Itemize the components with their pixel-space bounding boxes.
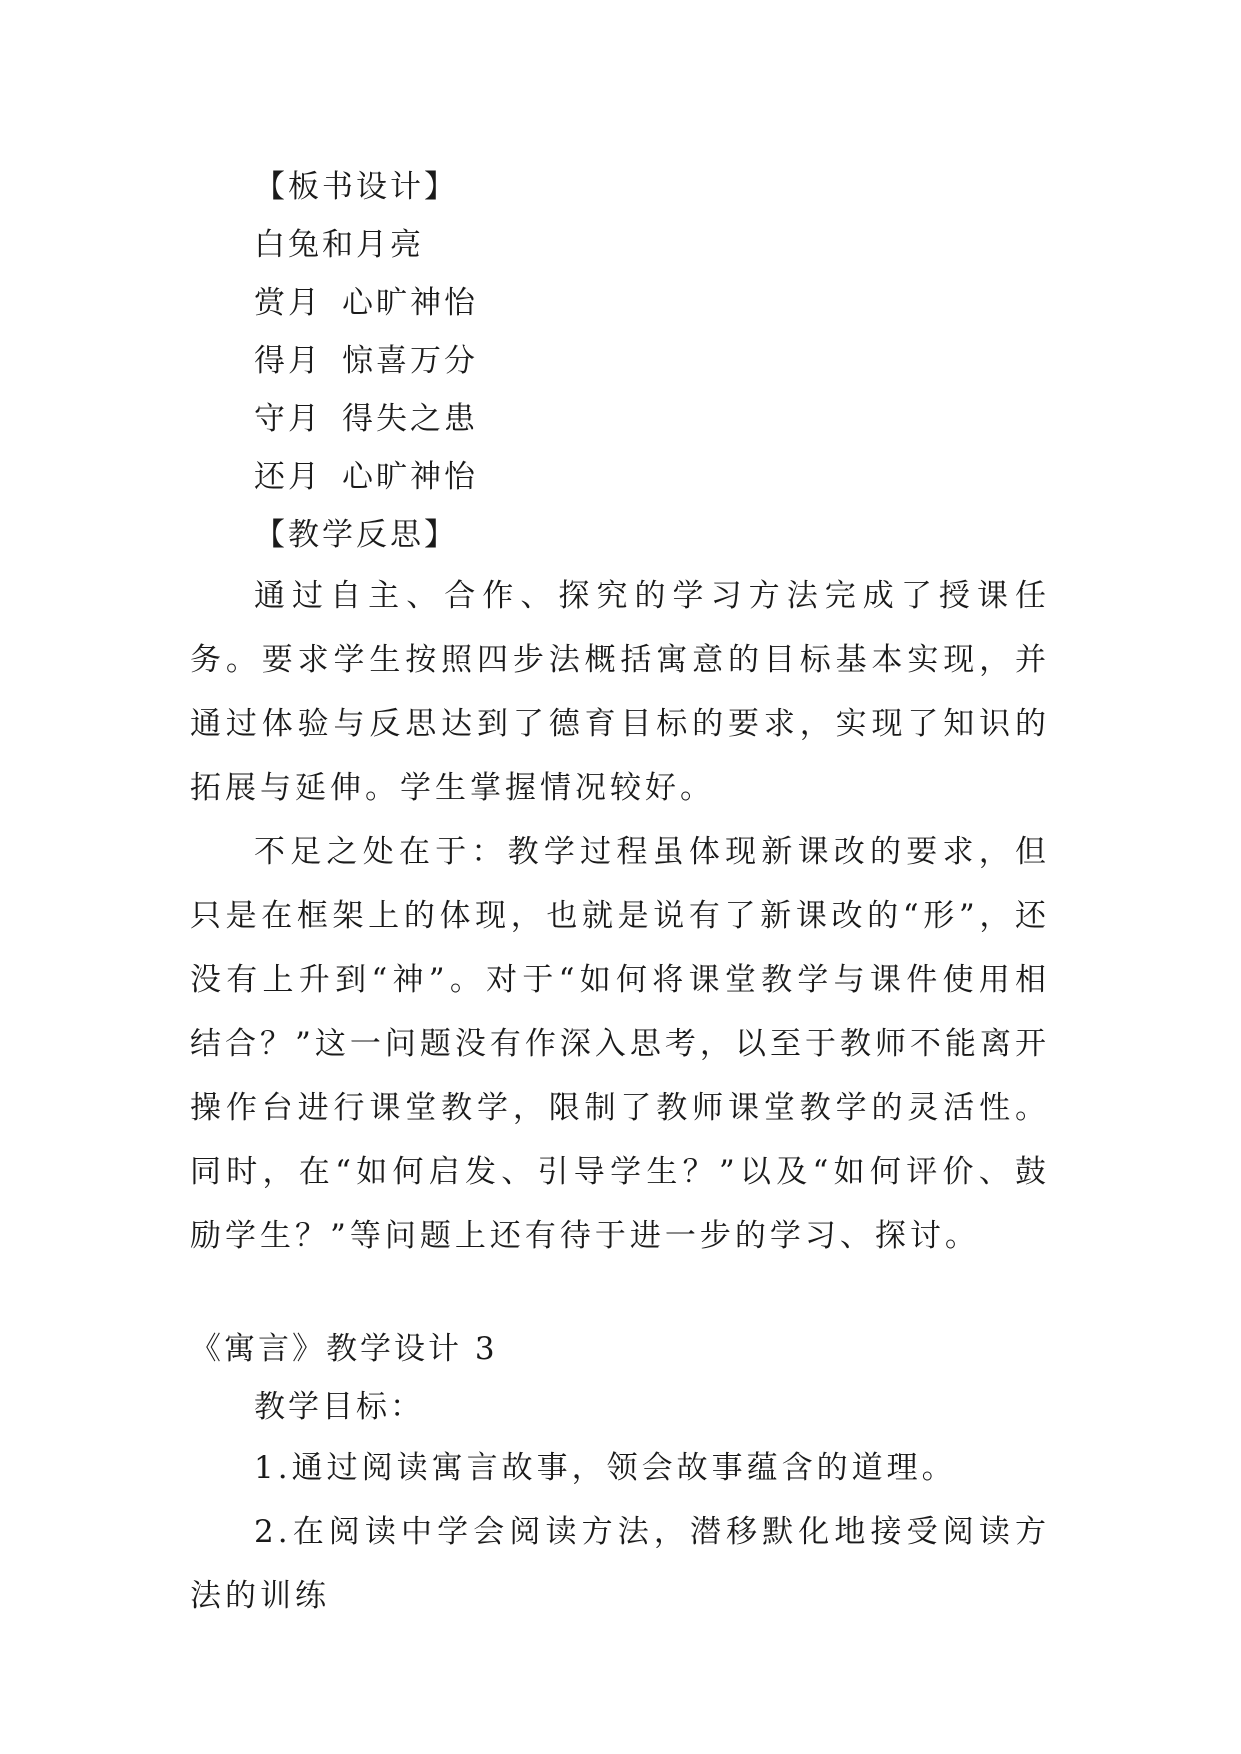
reflection-paragraph: 通过自主、合作、探究的学习方法完成了授课任务。要求学生按照四步法概括寓意的目标基本实现，并通过体验与反思达到了德育目标的要求，实现了知识的拓展与延伸。学生掌握情况较好。 <box>190 578 1050 806</box>
reflection-heading: 【教学反思】 <box>254 517 458 553</box>
board-design-heading: 【板书设计】 <box>254 169 458 205</box>
board-line <box>190 274 1050 332</box>
board-line-left: 得月 <box>254 343 322 379</box>
section-title: 《寓言》教学设计 3 <box>190 1331 498 1367</box>
objectives-heading: 教学目标： <box>254 1389 424 1425</box>
board-line-left: 还月 <box>254 459 322 495</box>
board-line-left: 赏月 <box>254 285 322 321</box>
board-line-right: 心旷神怡 <box>342 459 478 495</box>
board-line-right: 惊喜万分 <box>342 343 478 379</box>
objective-item: 2.在阅读中学会阅读方法，潜移默化地接受阅读方法的训练 <box>190 1514 1050 1614</box>
board-line <box>190 448 1050 506</box>
board-line-left: 守月 <box>254 401 322 437</box>
document-content <box>190 158 1050 1628</box>
reflection-paragraph: 不足之处在于：教学过程虽体现新课改的要求，但只是在框架上的体现，也就是说有了新课改的“形”，还没有上升到“神”。对于“如何将课堂教学与课件使用相结合？”这一问题没有作深入思考，以至于教师不能离开操作台进行课堂教学，限制了教师课堂教学的灵活性。同时，在“如何启发、引导学生？”以及“如何评价、鼓励学生？”等问题上还有待于进一步的学习、探讨。 <box>190 834 1050 1254</box>
board-line-right: 得失之患 <box>342 401 478 437</box>
board-line-right: 心旷神怡 <box>342 285 478 321</box>
objective-item: 1.通过阅读寓言故事，领会故事蕴含的道理。 <box>254 1450 957 1486</box>
board-design-title: 白兔和月亮 <box>254 227 424 263</box>
board-line <box>190 390 1050 448</box>
board-line <box>190 332 1050 390</box>
